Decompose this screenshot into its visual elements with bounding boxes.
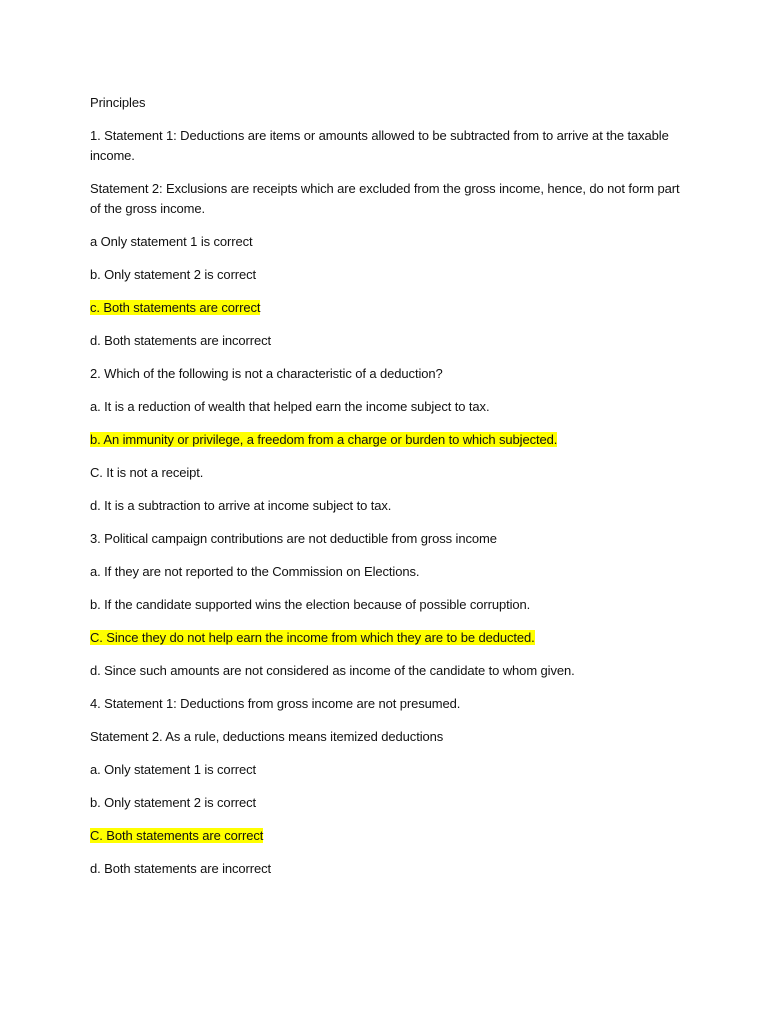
question-1-option-a: a Only statement 1 is correct xyxy=(90,234,253,249)
question-4-statement-1: 4. Statement 1: Deductions from gross income are not presumed. xyxy=(90,696,461,711)
question-2-option-c: C. It is not a receipt. xyxy=(90,465,204,480)
question-1-option-b: b. Only statement 2 is correct xyxy=(90,267,257,282)
question-1-statement-1: 1. Statement 1: Deductions are items or amounts allowed to be subtracted from to arrive at the taxable income. xyxy=(90,128,669,163)
question-1-option-c-answer xyxy=(90,298,690,318)
question-4-option-a: a. Only statement 1 is correct xyxy=(90,762,257,777)
document-heading: Principles xyxy=(90,95,146,110)
question-3-option-a: a. If they are not reported to the Commission on Elections. xyxy=(90,564,420,579)
question-2-option-b-answer xyxy=(90,430,690,450)
question-4-option-d: d. Both statements are incorrect xyxy=(90,861,272,876)
document-page xyxy=(90,93,690,892)
highlighted-answer: C. Since they do not help earn the income from which they are to be deducted. xyxy=(90,630,535,645)
question-3: 3. Political campaign contributions are not deductible from gross income xyxy=(90,531,497,546)
question-3-option-d: d. Since such amounts are not considered as income of the candidate to whom given. xyxy=(90,663,575,678)
question-2-option-a: a. It is a reduction of wealth that helped earn the income subject to tax. xyxy=(90,399,490,414)
highlighted-answer: C. Both statements are correct xyxy=(90,828,264,843)
question-1-option-d: d. Both statements are incorrect xyxy=(90,333,272,348)
highlighted-answer: b. An immunity or privilege, a freedom from a charge or burden to which subjected. xyxy=(90,432,558,447)
question-2-option-d: d. It is a subtraction to arrive at income subject to tax. xyxy=(90,498,392,513)
question-2: 2. Which of the following is not a characteristic of a deduction? xyxy=(90,366,443,381)
question-3-option-b: b. If the candidate supported wins the election because of possible corruption. xyxy=(90,597,531,612)
question-4-option-b: b. Only statement 2 is correct xyxy=(90,795,257,810)
question-4-option-c-answer xyxy=(90,826,690,846)
question-3-option-c-answer xyxy=(90,628,690,648)
question-1-statement-2: Statement 2: Exclusions are receipts which are excluded from the gross income, hence, do not form part of the gross income. xyxy=(90,181,680,216)
highlighted-answer: c. Both statements are correct xyxy=(90,300,261,315)
question-4-statement-2: Statement 2. As a rule, deductions means itemized deductions xyxy=(90,729,444,744)
